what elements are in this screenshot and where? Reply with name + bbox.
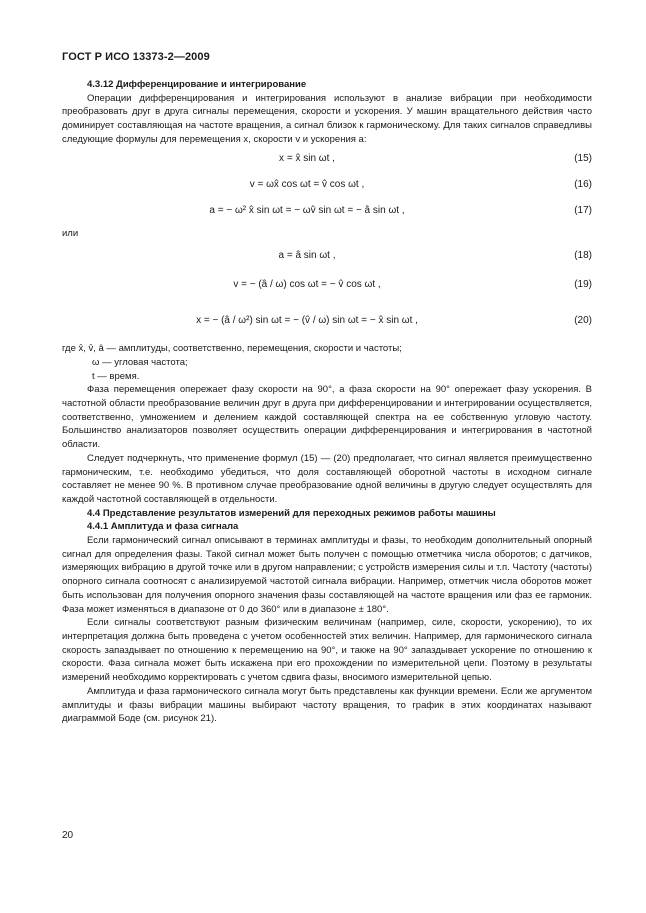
equation-number: (17) xyxy=(574,204,592,216)
or-label: или xyxy=(62,227,79,239)
amplitude-phase-paragraph: Если гармонический сигнал описывают в терминах амплитуды и фазы, то необходим дополнительный опорный сигнал для определения фазы. Такой сигнал может быть получен с помощью отметчика числа оборотов; с датчиков, измеряющих вибрацию в другой точке или в другом направлении; с устройств измерения силы и т.п. Частоту (частоты) опорного сигнала соотносят с анализируемой частотой сигнала вибрации. Например, отметчик числа оборотов может быть использован для получения опорного значения фазы составляющей на частоте вращения или фаз ее гармоник. Фаза может изменяться в диапазоне от 0 до 360° или в диапазоне ± 180°. xyxy=(62,535,592,615)
intro-paragraph: Операции дифференцирования и интегрирования используют в анализе вибрации при необходимости преобразовать друг в друга сигналы перемещения, скорости и ускорения. У машин вращательного действия часто доминирует составляющая на частоте вращения, а сигнал близок к гармоническому. Для таких сигналов справедливы следующие формулы для перемещения x, скорости v и ускорения a: xyxy=(62,92,592,145)
note-paragraph: Следует подчеркнуть, что применение формул (15) — (20) предполагает, что сигнал является преимущественно гармоническим, т.е. необходимо убедиться, что доля составляющей оборотной частоты в исходном сигнале составляет не менее 90 %. В противном случае преобразование одной величины в другую следует осуществлять для каждой частотной составляющей в отдельности. xyxy=(62,452,592,505)
equation-formula: x = x̂ sin ωt , xyxy=(279,152,335,164)
equation-formula: v = − (â / ω) cos ωt = − v̂ cos ωt , xyxy=(233,279,381,291)
physical-quantities-paragraph: Если сигналы соответствуют разным физическим величинам (например, силе, скорости, ускорению), то их интерпретация должна быть проведена с учетом особенностей этих величин. Например, для гармонического сигнала скорость запаздывает по отношению к перемещению на 90°, и также на 90° запаздывает ускорение по отношению к скорости. Фаза сигнала может быть искажена при его прохождении по измерительной цепи. Поэтому в результаты измерений необходимо корректировать с учетом сдвига фазы, вносимого измерительной цепью. xyxy=(62,617,592,684)
equation-formula: v = ωx̂ cos ωt = v̂ cos ωt , xyxy=(249,178,365,190)
where-lead: где x̂, v̂, â — амплитуды, соответственно, перемещения, скорости и частоты; xyxy=(62,343,402,355)
equation-15 xyxy=(62,147,592,173)
where-item: t — время. xyxy=(92,370,140,382)
equation-19 xyxy=(62,270,592,302)
standard-header: ГОСТ Р ИСО 13373-2—2009 xyxy=(62,51,210,63)
page-content xyxy=(62,78,592,726)
bode-paragraph: Амплитуда и фаза гармонического сигнала могут быть представлены как функции времени. Если же аргументом амплитуды и фазы вибрации машины выбирают частоту вращения, то график в этих координатах называют диаграммой Боде (см. рисунок 21). xyxy=(62,685,592,725)
equation-number: (16) xyxy=(574,178,592,190)
equation-number: (15) xyxy=(574,152,592,164)
equation-formula: a = − ω² x̂ sin ωt = − ωv̂ sin ωt = − â sin ωt , xyxy=(209,204,405,216)
equation-17 xyxy=(62,199,592,225)
section-heading-4-3-12: 4.3.12 Дифференцирование и интегрирование xyxy=(87,79,307,90)
equation-number: (18) xyxy=(574,250,592,262)
phase-paragraph: Фаза перемещения опережает фазу скорости на 90°, а фаза скорости на 90° опережает фазу ускорения. В частотной области преобразование величин друг в друга при дифференцировании и интегрировании осуществляется, соответственно, умножением и делением каждой составляющей спектра на ее собственную угловую частоту. Большинство анализаторов позволяет осуществить операции дифференцирования и интегрирования в частотной области. xyxy=(62,384,592,451)
equation-number: (20) xyxy=(574,315,592,327)
equation-formula: x = − (â / ω²) sin ωt = − (v̂ / ω) sin ωt = − x̂ sin ωt , xyxy=(196,315,418,327)
page-number: 20 xyxy=(62,830,74,841)
equation-20 xyxy=(62,302,592,342)
equation-18 xyxy=(62,244,592,270)
equation-formula: a = â sin ωt , xyxy=(278,250,336,262)
section-heading-4-4-1: 4.4.1 Амплитуда и фаза сигнала xyxy=(87,521,239,533)
where-item: ω — угловая частота; xyxy=(92,356,188,368)
equation-number: (19) xyxy=(574,279,592,291)
section-heading-4-4: 4.4 Представление результатов измерений для переходных режимов работы машины xyxy=(87,507,496,519)
equation-16 xyxy=(62,173,592,199)
